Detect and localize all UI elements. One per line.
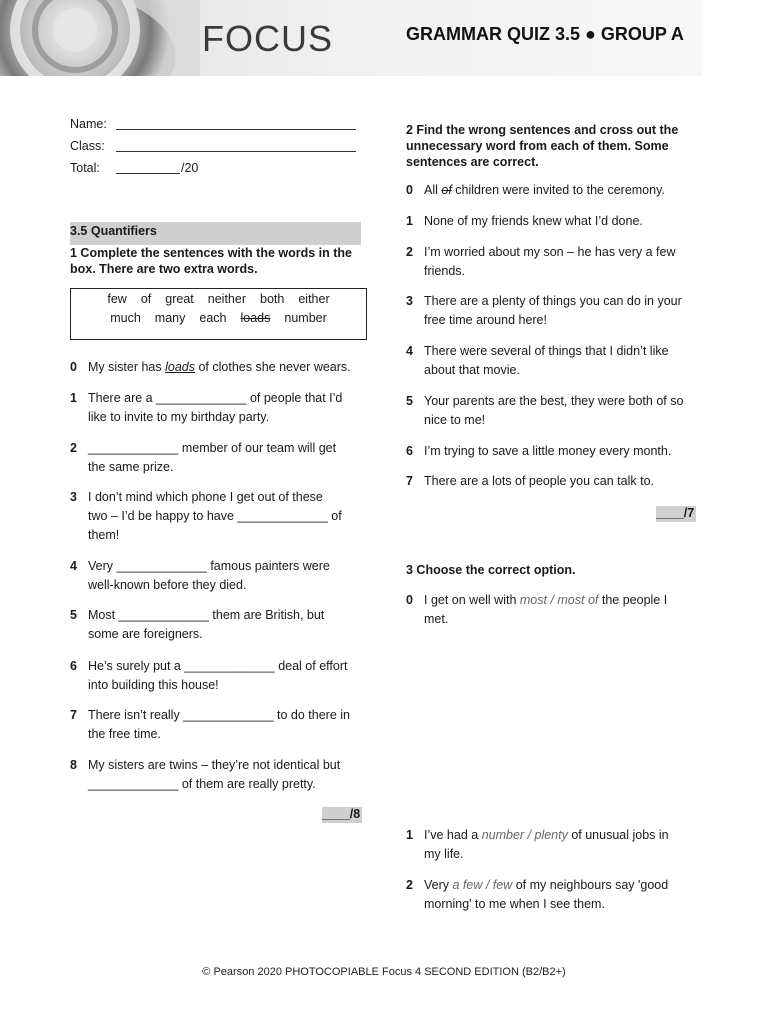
item-number: 0 (406, 183, 413, 197)
total-row (70, 161, 370, 179)
exercise-2-item[interactable] (406, 243, 706, 283)
exercise-2-item[interactable] (406, 442, 706, 461)
item-number: 7 (406, 474, 413, 488)
item-line: I get on well with most / most of the people I (424, 593, 668, 607)
item-number: 6 (406, 444, 413, 458)
item-line: None of my friends knew what I’d done. (424, 214, 643, 228)
crossed-out-word: of (441, 183, 452, 197)
total-suffix: /20 (181, 161, 199, 175)
option-choice[interactable]: number / plenty (481, 828, 568, 842)
word-box-word: few (107, 292, 127, 306)
exercise-1-item[interactable] (70, 756, 370, 796)
item-line: them! (88, 528, 120, 542)
item-number: 5 (70, 608, 77, 622)
item-line: into building this house! (88, 678, 219, 692)
exercise-1-instruction: 1 Complete the sentences with the words in the box. There are two extra words. (70, 246, 352, 276)
exercise-2-instruction: 2 Find the wrong sentences and cross out the unnecessary word from each of them. Some sentences are correct. (406, 123, 679, 169)
item-number: 8 (70, 758, 77, 772)
word-box-row-1 (71, 292, 366, 306)
item-line: _____________ of them are really pretty. (88, 777, 316, 791)
exercise-1-item[interactable] (70, 706, 370, 746)
item-line: He’s surely put a _____________ deal of effort (88, 659, 348, 673)
focus-logo: FOCUS (202, 18, 333, 59)
item-line: Very a few / few of my neighbours say 'good (424, 878, 669, 892)
item-number: 4 (70, 559, 77, 573)
option-choice[interactable]: a few / few (452, 878, 513, 892)
word-box (70, 288, 367, 340)
item-line: I’m worried about my son – he has very a few (424, 245, 676, 259)
item-number: 4 (406, 344, 413, 358)
word-box-word: many (154, 311, 186, 325)
item-number: 0 (406, 593, 413, 607)
exercise-2-item[interactable] (406, 212, 706, 231)
exercise-1-item[interactable] (70, 389, 370, 429)
item-line: two – I’d be happy to have _____________ of (88, 509, 342, 523)
section-title: 3.5 Quantifiers (70, 222, 361, 245)
item-line: the same prize. (88, 460, 174, 474)
item-line: Your parents are the best, they were both of so (424, 394, 684, 408)
word-box-word: number (284, 311, 327, 325)
item-line: about that movie. (424, 363, 520, 377)
item-line: My sisters are twins – they’re not identical but (88, 758, 341, 772)
exercise-3-instruction: 3 Choose the correct option. (406, 563, 576, 577)
item-number: 2 (70, 441, 77, 455)
word-box-word: of (140, 292, 152, 306)
item-text: My sister has loads of clothes she never wears. (88, 360, 351, 374)
exercise-1-item[interactable] (70, 657, 370, 697)
name-field[interactable] (116, 129, 356, 130)
word-box-word: great (165, 292, 194, 306)
item-line: There are a _____________ of people that I’d (88, 391, 343, 405)
item-line: some are foreigners. (88, 627, 203, 641)
item-number: 5 (406, 394, 413, 408)
total-label: Total: (70, 161, 100, 175)
exercise-3-item[interactable] (406, 876, 706, 916)
item-number: 2 (406, 878, 413, 892)
word-box-row-2 (71, 311, 366, 325)
item-line: Most _____________ them are British, but (88, 608, 325, 622)
exercise-1-item[interactable] (70, 606, 370, 646)
option-choice: most / most of (519, 593, 599, 607)
item-line: I’m trying to save a little money every month. (424, 444, 672, 458)
item-line: free time around here! (424, 313, 547, 327)
word-box-word: either (298, 292, 330, 306)
exercise-1-item[interactable] (70, 557, 370, 597)
item-line: met. (424, 612, 449, 626)
exercise-2-item[interactable] (406, 342, 706, 382)
class-row (70, 139, 370, 157)
exercise-2-item[interactable] (406, 292, 706, 332)
item-number: 1 (406, 828, 413, 842)
total-field[interactable] (116, 173, 180, 174)
item-line: I’ve had a number / plenty of unusual jobs in (424, 828, 669, 842)
item-line: There are a plenty of things you can do in your (424, 294, 682, 308)
exercise-1-score[interactable]: ____/8 (322, 807, 361, 821)
exercise-1-item[interactable] (70, 488, 370, 546)
word-box-word-crossed: loads (240, 311, 271, 325)
exercise-2-score[interactable]: ____/7 (656, 506, 695, 520)
exercise-3-example (406, 591, 706, 631)
item-line: the free time. (88, 727, 161, 741)
item-number: 2 (406, 245, 413, 259)
page-footer: © Pearson 2020 PHOTOCOPIABLE Focus 4 SECOND EDITION (B2/B2+) (202, 966, 566, 978)
exercise-2-item[interactable] (406, 472, 706, 491)
class-label: Class: (70, 139, 105, 153)
example-answer: loads (165, 360, 195, 374)
item-number: 6 (70, 659, 77, 673)
exercise-3-item[interactable] (406, 826, 706, 866)
word-box-word: both (260, 292, 285, 306)
item-number: 3 (70, 490, 77, 504)
item-number: 3 (406, 294, 413, 308)
item-number: 1 (70, 391, 77, 405)
item-line: nice to me! (424, 413, 486, 427)
item-line: There were several of things that I didn’t like (424, 344, 669, 358)
page-header (0, 0, 702, 76)
word-box-word: neither (207, 292, 246, 306)
item-line: I don’t mind which phone I get out of these (88, 490, 323, 504)
exercise-2-item[interactable] (406, 392, 706, 432)
name-row (70, 117, 370, 135)
item-line: Very _____________ famous painters were (88, 559, 330, 573)
item-line: my life. (424, 847, 464, 861)
class-field[interactable] (116, 151, 356, 152)
item-line: There are a lots of people you can talk to. (424, 474, 654, 488)
item-text: All of children were invited to the ceremony. (424, 183, 665, 197)
word-box-word: each (199, 311, 227, 325)
exercise-1-item[interactable] (70, 439, 370, 479)
item-number: 0 (70, 360, 77, 374)
item-line: friends. (424, 264, 465, 278)
header-lens-graphic (0, 0, 200, 76)
quiz-title: GRAMMAR QUIZ 3.5 ● GROUP A (406, 24, 684, 44)
exercise-2-example (406, 181, 706, 200)
exercise-1-example (70, 358, 370, 377)
item-line: _____________ member of our team will get (88, 441, 337, 455)
item-line: like to invite to my birthday party. (88, 410, 270, 424)
item-number: 7 (70, 708, 77, 722)
item-line: There isn’t really _____________ to do there in (88, 708, 350, 722)
name-label: Name: (70, 117, 107, 131)
item-number: 1 (406, 214, 413, 228)
item-line: morning' to me when I see them. (424, 897, 605, 911)
item-line: well-known before they died. (88, 578, 247, 592)
word-box-word: much (110, 311, 141, 325)
